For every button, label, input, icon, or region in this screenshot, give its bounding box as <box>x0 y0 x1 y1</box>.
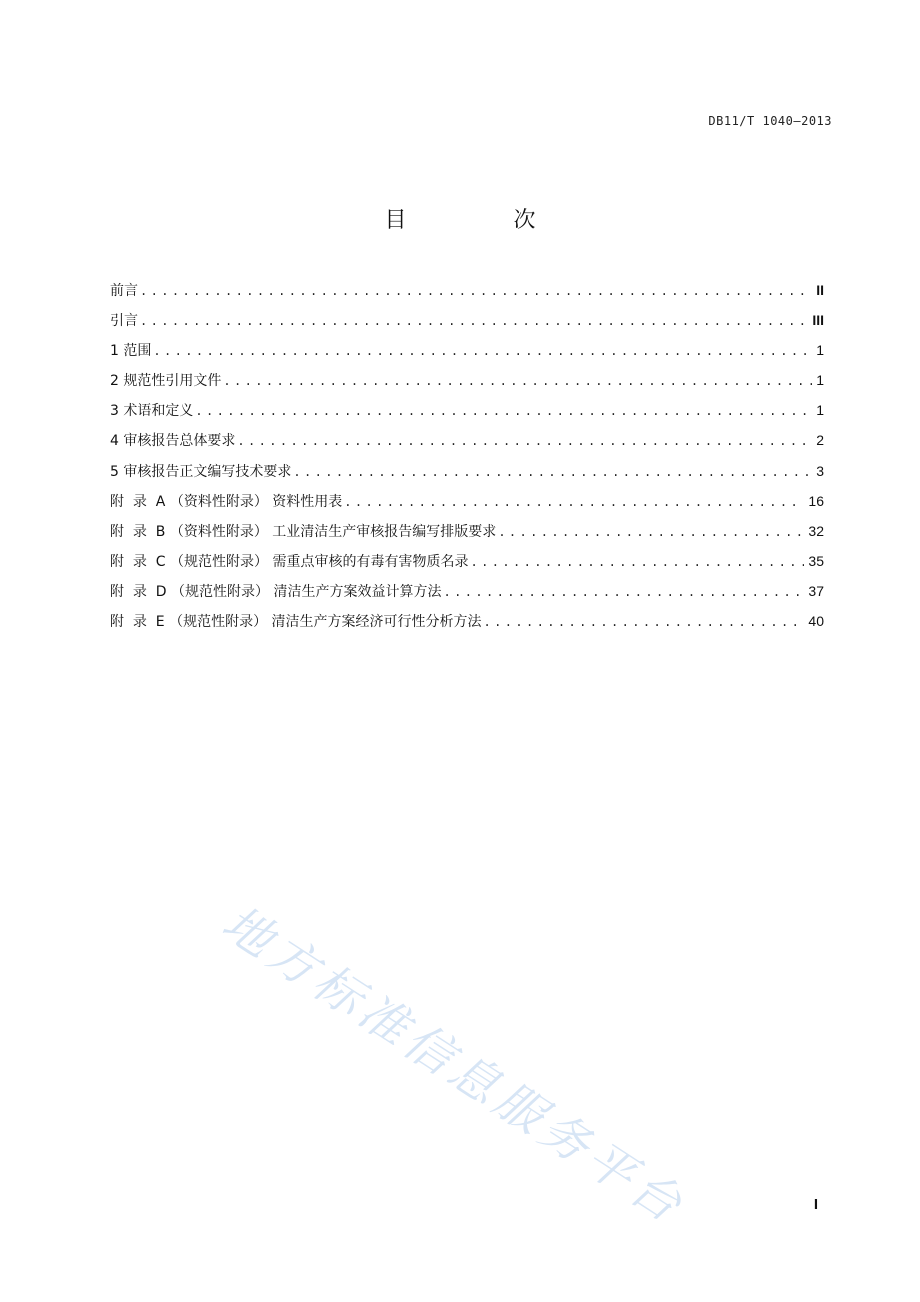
toc-entry-page: 35 <box>808 552 824 569</box>
toc-entry-page: 32 <box>808 522 824 539</box>
toc-entry-page: 37 <box>808 582 824 599</box>
toc-leader-dots <box>443 582 804 602</box>
toc-entry[interactable] <box>110 310 824 340</box>
toc-entry[interactable] <box>110 340 824 370</box>
toc-leader-dots <box>293 462 812 482</box>
watermark: 地方标准信息服务平台 <box>212 894 696 1236</box>
toc-entry[interactable] <box>110 611 824 641</box>
toc-entry[interactable] <box>110 461 824 491</box>
toc-leader-dots <box>223 371 812 391</box>
toc-entry[interactable] <box>110 581 824 611</box>
toc-entry[interactable] <box>110 551 824 581</box>
toc-entry-label: 2 规范性引用文件 <box>110 373 222 390</box>
toc-entry-page: 3 <box>816 462 824 479</box>
toc-entry-page: 1 <box>816 402 824 419</box>
toc-entry[interactable] <box>110 370 824 400</box>
toc-entry-page: III <box>812 312 824 329</box>
toc-entry-label: 前言 <box>110 283 138 299</box>
toc-entry[interactable] <box>110 400 824 430</box>
toc-entry[interactable] <box>110 491 824 521</box>
toc-entry-label: 5 审核报告正文编写技术要求 <box>110 463 292 480</box>
toc-leader-dots <box>140 281 812 301</box>
document-code: DB11/T 1040—2013 <box>708 114 832 128</box>
toc-entry-page: 2 <box>816 432 824 449</box>
toc-entry-label: 附 录 C （规范性附录） 需重点审核的有毒有害物质名录 <box>110 553 469 570</box>
toc-leader-dots <box>484 612 805 632</box>
toc-leader-dots <box>470 552 804 572</box>
toc-leader-dots <box>140 311 808 331</box>
toc-entry[interactable] <box>110 280 824 310</box>
toc-entry-label: 引言 <box>110 313 138 330</box>
table-of-contents <box>110 280 824 641</box>
toc-entry-label: 附 录 A （资料性附录） 资料性用表 <box>110 493 343 510</box>
toc-entry-page: 16 <box>808 492 824 509</box>
toc-entry-label: 3 术语和定义 <box>110 403 194 420</box>
toc-leader-dots <box>153 341 812 361</box>
toc-leader-dots <box>498 522 804 542</box>
toc-entry[interactable] <box>110 521 824 551</box>
toc-title: 目 次 <box>384 208 586 233</box>
toc-leader-dots <box>344 492 804 512</box>
toc-entry-label: 附 录 B （资料性附录） 工业清洁生产审核报告编写排版要求 <box>110 523 497 540</box>
page-number: I <box>813 1196 818 1213</box>
toc-entry-page: 40 <box>808 613 824 630</box>
toc-entry-label: 1 范围 <box>110 343 152 360</box>
toc-entry[interactable] <box>110 430 824 460</box>
toc-leader-dots <box>237 431 812 451</box>
toc-entry-page: II <box>816 282 824 298</box>
toc-entry-page: 1 <box>816 372 824 389</box>
toc-entry-label: 附 录 D （规范性附录） 清洁生产方案效益计算方法 <box>110 583 442 600</box>
toc-leader-dots <box>195 401 812 421</box>
toc-entry-label: 4 审核报告总体要求 <box>110 433 236 450</box>
toc-entry-label: 附 录 E （规范性附录） 清洁生产方案经济可行性分析方法 <box>110 614 482 631</box>
toc-entry-page: 1 <box>816 342 824 359</box>
